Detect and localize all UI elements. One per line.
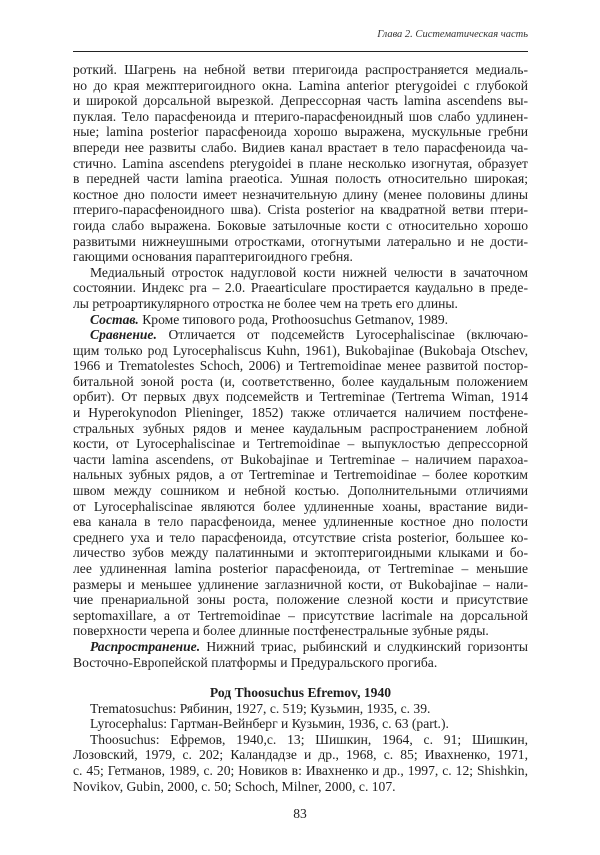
text-line [73,327,528,343]
page-number: 83 [293,806,307,821]
line-text: поверхности черепа и более длинные постфенестральные зубные ряды. [73,623,489,639]
text-line [73,732,528,748]
line-text: Thoosuchus: Ефремов, 1940,с. 13; Шишкин, 1964, с. 91; Шишкин, [90,731,528,747]
text-line [73,747,528,763]
line-text: гающими основания парaптеригоидного гребня. [73,249,353,265]
text-line [73,249,528,265]
text-line [73,452,528,468]
text-line [73,405,528,421]
text-line [73,623,528,639]
line-text: но до края межптеригоидного окна. Lamina anterior pterygoidei с глубокой [73,77,528,93]
line-text: в передней части lamina praeotica. Ушная полость относительно широкая; [73,171,528,187]
section-label: Сравнение. [90,327,157,343]
header-rule [73,51,528,52]
text-line [73,140,528,156]
line-text: личество зубов между палатинными и эктоптеригоидными клыками и бо- [73,545,528,561]
text-line [73,374,528,390]
genus-section [73,685,528,794]
line-text: Lyrocephalus: Гартман-Вейнберг и Кузьмин, 1936, с. 63 (part.). [90,716,449,732]
text-line [73,763,528,779]
line-text: впереди нее развиты слабо. Видиев канал врастает в тело парасфеноида ча- [73,139,528,155]
line-text: Trematosuchus: Рябинин, 1927, с. 519; Кузьмин, 1935, с. 39. [90,700,431,716]
paragraph [73,639,528,670]
paragraph [73,327,528,639]
line-text: с. 45; Гетманов, 1989, с. 20; Новиков в: Ивахненко и др., 1997, с. 12; Shishkin, [73,762,528,778]
line-text: части lamina ascendens, от Bukobajinae и Tertreminae – наличием парахоа- [73,451,528,467]
line-text: и Hyperokynodon Plieninger, 1852) также отличается наличием постфене- [73,405,528,421]
section-label: Состав. [90,311,139,327]
line-text: от Lyrocephaliscinae являются более удлиненные хоаны, врастание види- [73,498,528,514]
text-line [73,592,528,608]
line-text: орбит). От первых двух подсемейств и Tertreminae (Tertrema Wiman, 1914 [73,389,528,405]
line-text: роткий. Шагрень на небной ветви птеригоида распространяется медиаль- [73,62,528,77]
line-text: стично. Lamina ascendens pterygoidei в плане несколько изогнутая, образует [73,155,528,171]
line-text: птериго-парасфеноидного шва). Crista posterior на квадратной ветви птери- [73,202,528,218]
synonymy-entry [73,701,528,717]
text-line [73,93,528,109]
text-line [73,467,528,483]
line-text: костное дно полости имеет незначительную длину (менее половины длины [73,186,528,202]
text-line [73,779,528,795]
text-line [73,156,528,172]
text-line [73,265,528,281]
running-head: Глава 2. Систематическая часть [377,29,528,40]
line-text: Нижний триас, рыбинский и слудкинский горизонты [200,638,528,654]
text-line [73,78,528,94]
line-text: швом между сошником и небной костью. Дополнительными отличиями [73,483,528,499]
paragraph [73,265,528,312]
section-label: Распространение. [90,638,201,654]
synonymy-list [73,701,528,795]
line-text: 1966 и Trematolestes Schoch, 2006) и Tertremoidinae менее развитой постор- [73,358,528,374]
text-line [73,280,528,296]
text-line [73,187,528,203]
synonymy-entry [73,716,528,732]
line-text: ева канала в тело парасфеноида, менее удлиненные костное дно полости [73,514,528,530]
line-text: чие пренариальной зоны роста, положение слезной кости и присутствие [73,592,528,608]
line-text: лы ретроартикулярного отростка не более чем на треть его длины. [73,295,458,311]
text-line [73,514,528,530]
text-line [73,716,528,732]
line-text: развитыми нижнеушными отростками, отогнутыми латерально и не дости- [73,233,528,249]
text-line [73,218,528,234]
line-text: Отличается от подсемейств Lyrocephaliscinae (включаю- [156,327,528,343]
text-line [73,701,528,717]
line-text: пуклая. Тело парасфеноида и птериго-парасфеноидный шов слабо удлинен- [73,108,528,124]
text-line [73,483,528,499]
synonymy-entry [73,732,528,794]
line-text: и широкой дорсальной вырезкой. Депрессорная часть lamina ascendens вы- [73,93,528,109]
body-text [73,62,528,670]
line-text: среднего уха и тело парасфеноида, отсутствие crista posterior, большее ко- [73,529,528,545]
text-line [73,545,528,561]
text-line [73,62,528,78]
text-line [73,389,528,405]
line-text: битальной зоной роста (и, соответственно, более каудальным положением [73,373,528,389]
paragraph [73,62,528,265]
text-line [73,530,528,546]
genus-heading: Род Thoosuchus Efremov, 1940 [209,685,392,700]
line-text: Кроме типового рода, Prothoosuchus Getmanov, 1989. [138,311,449,327]
text-line [73,343,528,359]
line-text: Лозовский, 1979, с. 202; Каландадзе и др., 1968, с. 85; Ивахненко, 1971, [73,747,528,763]
text-line [73,499,528,515]
text-line [73,577,528,593]
line-text: состоянии. Индекс pra – 2.0. Praearticulare простирается каудально в преде- [73,280,528,296]
text-line [73,312,528,328]
text-line [73,421,528,437]
line-text: лее удлиненная lamina posterior парасфеноида, от Tertreminae – меньшие [73,561,528,576]
line-text: кости, от Lyrocephaliscinae и Tertremoidinae – выпуклостью депрессорной [73,436,528,452]
text-line [73,296,528,312]
line-text: стральных зубных рядов и менее каудальным распространением лобной [73,420,528,436]
text-line [73,202,528,218]
line-text: Медиальный отросток надугловой кости нижней челюсти в зачаточном [90,264,528,280]
text-line [73,436,528,452]
text-line [73,561,528,577]
text-line [73,358,528,374]
line-text: нальных зубных рядов, а от Tertreminae и Tertremoidinae – более коротким [73,467,528,483]
text-line [73,109,528,125]
text-line [73,171,528,187]
line-text: размеры и меньшее удлинение заглазничной кости, от Bukobajinae – нали- [73,576,528,592]
paragraph [73,312,528,328]
line-text: Восточно-Европейской платформы и Предуральского прогиба. [73,654,438,670]
line-text: ные; lamina posterior парасфеноида хорошо выражена, мускульные гребни [73,124,528,140]
text-line [73,655,528,671]
text-line [73,639,528,655]
text-line [73,608,528,624]
line-text: щим только род Lyrocephaliscus Kuhn, 1961), Bukobajinae (Bukobaja Otschev, [73,342,528,358]
line-text: гоида слабо выражена. Боковые затылочные кости с относительно хорошо [73,217,528,233]
text-line [73,234,528,250]
line-text: Novikov, Gubin, 2000, с. 50; Schoch, Milner, 2000, с. 107. [73,778,396,794]
text-line [73,124,528,140]
line-text: septomaxillare, а от Tertremoidinae – присутствие lacrimale на дорсальной [73,607,528,623]
